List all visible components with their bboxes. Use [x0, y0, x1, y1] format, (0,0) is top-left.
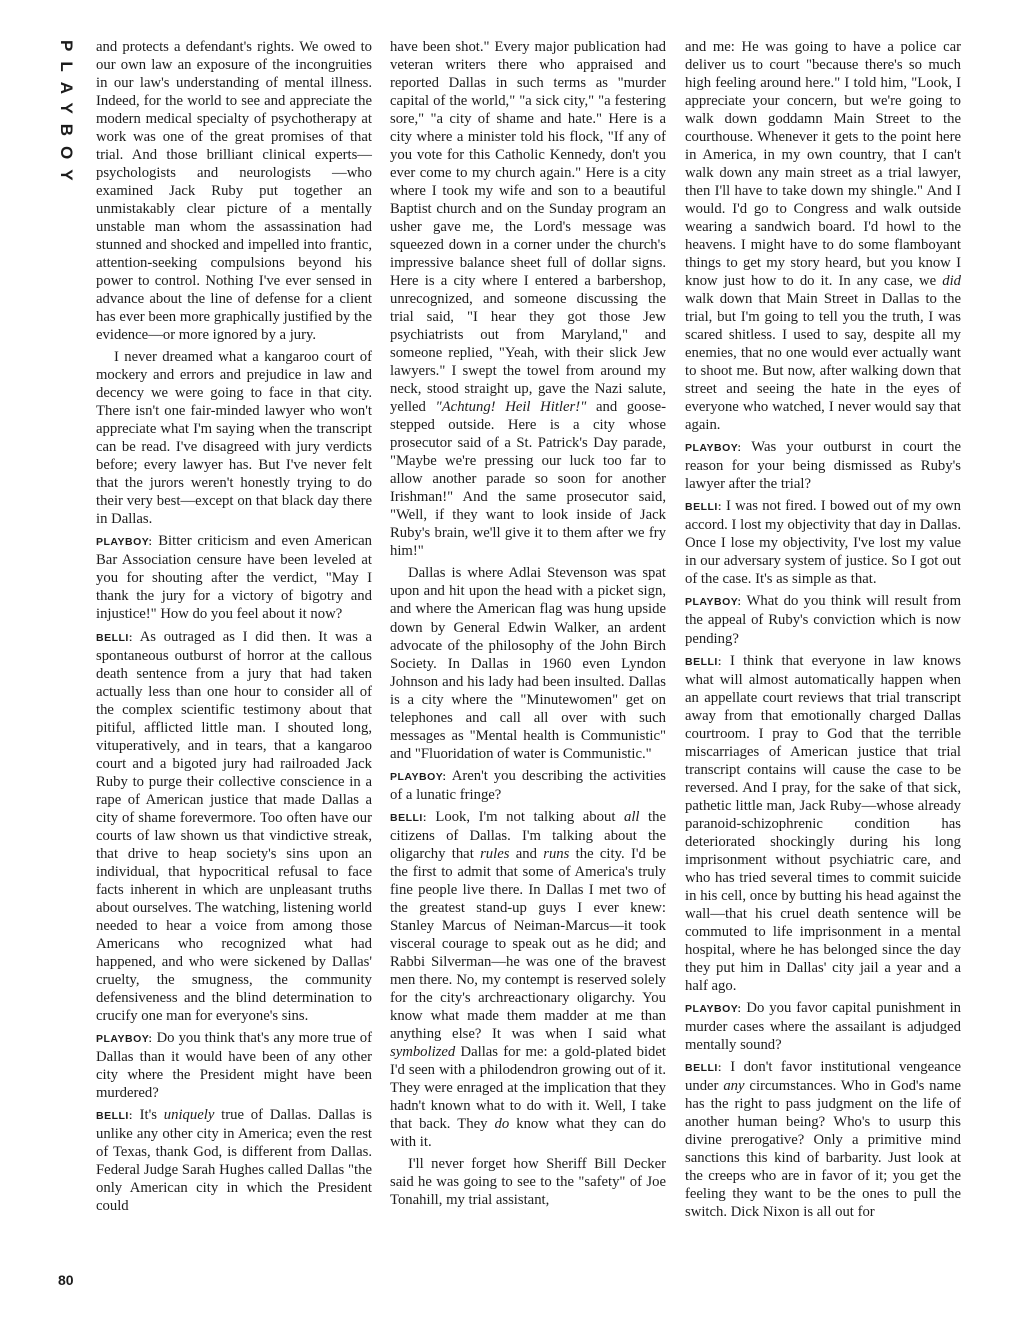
- magazine-logo: [52, 40, 82, 200]
- answer-text: I don't favor institutional vengeance under: [685, 1058, 961, 1094]
- question-text: What do you think will result from the appeal of Ruby's conviction which is now pending?: [685, 593, 961, 647]
- emphasis: symbolized: [390, 1043, 456, 1060]
- paragraph: I never dreamed what a kangaroo court of mockery and errors and prejudice in law and decency we were going to face in that city. There isn't one fair-minded lawyer who won't appreciate what I'm saying when the transcript can be read. I've disagreed with jury verdicts before; every lawyer has. But I've never felt that the jurors weren't honestly trying to do their very best—except on that black day there in Dallas.: [96, 349, 372, 528]
- question-paragraph: [96, 532, 372, 623]
- answer-paragraph: [390, 808, 666, 1151]
- answer-text: the citizens of Dallas. I'm talking about the oligarchy that: [390, 808, 666, 862]
- answer-text: circumstances. Who in God's name has the right to pass judgment on the life of another human being? Who's to usurp this divine prerogative? Only a primitive mind sanctions this kind of barbarity. Just look at the creeps who are in favor of it; you get the feeling they want to be the ones to pull the switch. Dick Nixon is all out for: [685, 1077, 961, 1220]
- paragraph: [685, 38, 961, 434]
- answer-text: Look, I'm not talking about: [426, 808, 624, 825]
- question-text: Bitter criticism and even American Bar Association censure have been leveled at you for shouting after the verdict, "May I thank the jury for a victory of bigotry and injustice!" How do you feel about it now?: [96, 533, 372, 623]
- emphasis: all: [623, 808, 640, 825]
- answer-text: I was not fired. I bowed out of my own accord. I lost my objectivity that day in Dallas. Once I lose my objectivity, I've lost my value in our adversary system of justice. So I got out of the case. It's as simple as that.: [685, 498, 961, 588]
- answer-text: I think that everyone in law knows what will almost automatically happen when an appellate court reviews that trial transcript away from that emotionally charged Dallas courtroom. I pray to God that the terrible miscarriages of American justice that trial transcript contains will cause the case to be reversed. And I pray, for the sake of that sick, pathetic little man, Jack Ruby—whose already paranoid-schizophrenic condition has deteriorated shockingly during his long imprisonment without psychiatric care, and who has tried several times to commit suicide in his cell, once by butting his head against the wall—that his cruel death sentence will be commuted to life imprisonment in a mental hospital, where he has belonged since the day they put him in Dallas' city jail a year and a half ago.: [685, 652, 961, 994]
- answer-paragraph: [685, 652, 961, 995]
- question-text: Do you favor capital punishment in murder cases where the assailant is adjudged mentally sound?: [685, 999, 961, 1053]
- answer-paragraph: [685, 497, 961, 588]
- speaker-label: BELLI:: [390, 811, 427, 824]
- answer-text: true of Dallas. Dallas is unlike any other city in America; even the rest of Texas, thank God, is different from Dallas. Federal Judge Sarah Hughes called Dallas "the only American city in which the President could: [96, 1106, 372, 1214]
- body-text: and goose-stepped outside. Here is a city whose prosecutor said of a St. Patrick's Day parade, "Maybe we're pressing our luck too far to allow another parade so soon for another Irishman!" And the same prosecutor said, "Well, if they want to look inside of Jack Ruby's brain, we'll give it to them after we fry him!": [390, 399, 666, 560]
- text-column-2: [390, 38, 666, 1213]
- speaker-label: BELLI:: [96, 1109, 133, 1122]
- question-paragraph: [685, 592, 961, 647]
- answer-paragraph: [685, 1058, 961, 1221]
- answer-text: It's: [132, 1106, 164, 1123]
- question-paragraph: [685, 438, 961, 493]
- speaker-label: PLAYBOY:: [390, 770, 447, 783]
- paragraph: [390, 38, 666, 560]
- question-paragraph: [96, 1029, 372, 1102]
- speaker-label: BELLI:: [96, 631, 133, 644]
- emphasis: "Achtung! Heil Hitler!": [435, 399, 587, 416]
- answer-paragraph: [96, 628, 372, 1025]
- answer-text: the city. I'd be the first to admit that some of America's truly fine people live there. In Dallas I met two of the greatest stand-up guys I ever knew: Stanley Marcus of Neiman-Marcus—it took visceral courage to speak out as he did; and Rabbi Silverman—he was one of the bravest men there. No, my contempt is reserved solely for the city's archreactionary oligarchy. You know what made them madder at me than anything else? It was when I said what: [390, 845, 666, 1042]
- question-paragraph: [685, 999, 961, 1054]
- emphasis: uniquely: [163, 1106, 215, 1123]
- emphasis: any: [723, 1077, 745, 1094]
- speaker-label: BELLI:: [685, 1061, 722, 1074]
- paragraph: I'll never forget how Sheriff Bill Decker said he was going to see to the "safety" of Joe Tonahill, my trial assistant,: [390, 1155, 666, 1208]
- emphasis: rules: [480, 845, 510, 862]
- answer-text: Dallas for me: a gold-plated bidet I'd seen with a philodendron growing out of it. They were enraged at the implication that they hadn't known what to do with it. Well, I take that back. They: [390, 1043, 666, 1132]
- speaker-label: PLAYBOY:: [685, 1002, 742, 1015]
- emphasis: do: [494, 1115, 510, 1132]
- body-text: and me: He was going to have a police car deliver us to court "because there's so much high feeling around here." I told him, "Look, I appreciate your concern, but we're going to walk down goddamn Main Street to the courthouse. Whenever it gets to the point here in America, in my own country, that I can't walk down any main street as a trial lawyer, then I'll have to take down my shingle." And I would. I'd go to Congress and walk outside wearing a sandwich board. I'd howl to the heavens. I might have to do some flamboyant things to get my story heard, but you know I know just how to do it. In any case, we: [685, 39, 961, 290]
- question-text: Do you think that's any more true of Dallas than it would have been of any other city where the President might have been murdered?: [96, 1029, 372, 1101]
- answer-paragraph: [96, 1106, 372, 1215]
- paragraph: and protects a defendant's rights. We owed to our own law an exposure of the incongruities in our law's understanding of mental illness. Indeed, for the world to see and appreciate the modern medical specialty of psychotherapy at work was one of the great promises of that trial. And those brilliant clinical experts—psychologists and neurologists —who examined Jack Ruby put together an unmistakably clear picture of a mentally unstable man whom the assassination had stunned and shocked and impelled into frantic, attention-seeking compulsions beyond his power to control. Nothing I've ever sensed in advance about the line of defense for a client has ever been more graphically justified by the evidence—or more ignored by a jury.: [96, 39, 372, 344]
- speaker-label: BELLI:: [685, 501, 722, 514]
- body-text: walk down that Main Street in Dallas to the trial, but I'm going to tell you the truth, I was scared shitless. I used to say, despite all my enemies, that no one would ever actually want to shoot me. But now, after walking down that street and seeing the hate in the eyes of everyone who watched, I never would say that again.: [685, 291, 961, 434]
- answer-text: know what they can do with it.: [390, 1115, 666, 1150]
- text-column-3: [685, 38, 961, 1225]
- speaker-label: BELLI:: [685, 655, 722, 668]
- speaker-label: PLAYBOY:: [96, 1032, 153, 1045]
- page-number: 80: [58, 1272, 74, 1288]
- paragraph: Dallas is where Adlai Stevenson was spat upon and hit upon the head with a picket sign, and where the American flag was hung upside down by General Edwin Walker, an ardent advocate of the philosophy of the John Birch Society. In Dallas in 1960 even Lyndon Johnson and his lady had been insulted. Dallas is a city where the "Minutewomen" get on telephones and call all over with such messages as "Mental health is Communistic" and "Fluoridation of water is Communistic.": [390, 565, 666, 762]
- answer-text: As outraged as I did then. It was a spontaneous outburst of horror at the callous death sentence from a jury that had taken actually less than one hour to consider all of the complex scientific testimony about that pitiful, afflicted little man. I shouted long, vituperatively, and in tears, that a kangaroo court and a bigoted jury had railroaded Jack Ruby to purge their collective conscience in a rape of American justice that made Dallas a city of shame forevermore. Too often have our courts of law shown us that vindictive streak, that drive to heap society's sins upon an individual, that hypocritical refusal to face facts inherent in which are unpleasant truths about ourselves. The watching, listening world needed to hear a voice from among those Americans who recognized what had happened, and who were sickened by Dallas' cruelty, the smugness, the community defensiveness and the blind determination to crucify one man for everyone's sins.: [96, 628, 372, 1024]
- speaker-label: PLAYBOY:: [685, 442, 742, 455]
- speaker-label: PLAYBOY:: [685, 596, 742, 609]
- speaker-label: PLAYBOY:: [96, 536, 153, 549]
- question-text: Aren't you describing the activities of a lunatic fringe?: [390, 767, 666, 803]
- body-text: have been shot." Every major publication had veteran writers there who appraised and reported Dallas in such terms as "murder capital of the world," "a sick city," "a festering sore," "a city of shame and hate." Here is a city where a minister told his flock, "If any of you vote for this Catholic Kennedy, don't you ever come to my church again." Here is a city where I took my wife and son to a beautiful Baptist church and on the Sunday program an usher gave me, the Lord's message was squeezed down in a corner under the church's impressive balance sheet full of dollar signs. Here is a city where I entered a barbershop, unrecognized, and someone discussing the trial said, "I hear they got those Jew psychiatrists out from Maryland," and someone replied, "Yeah, with their slick Jew lawyers." I swept the towel from around my neck, stood straight up, gave the Nazi salute, yelled: [390, 39, 666, 416]
- question-paragraph: [390, 767, 666, 804]
- magazine-logo-text: PLAYBOY: [57, 40, 76, 191]
- emphasis: did: [942, 273, 961, 290]
- answer-text: and: [509, 845, 544, 862]
- text-column-1: [96, 38, 372, 1219]
- emphasis: runs: [543, 845, 570, 862]
- question-text: Was your outburst in court the reason for your being dismissed as Ruby's lawyer after the trial?: [685, 439, 961, 493]
